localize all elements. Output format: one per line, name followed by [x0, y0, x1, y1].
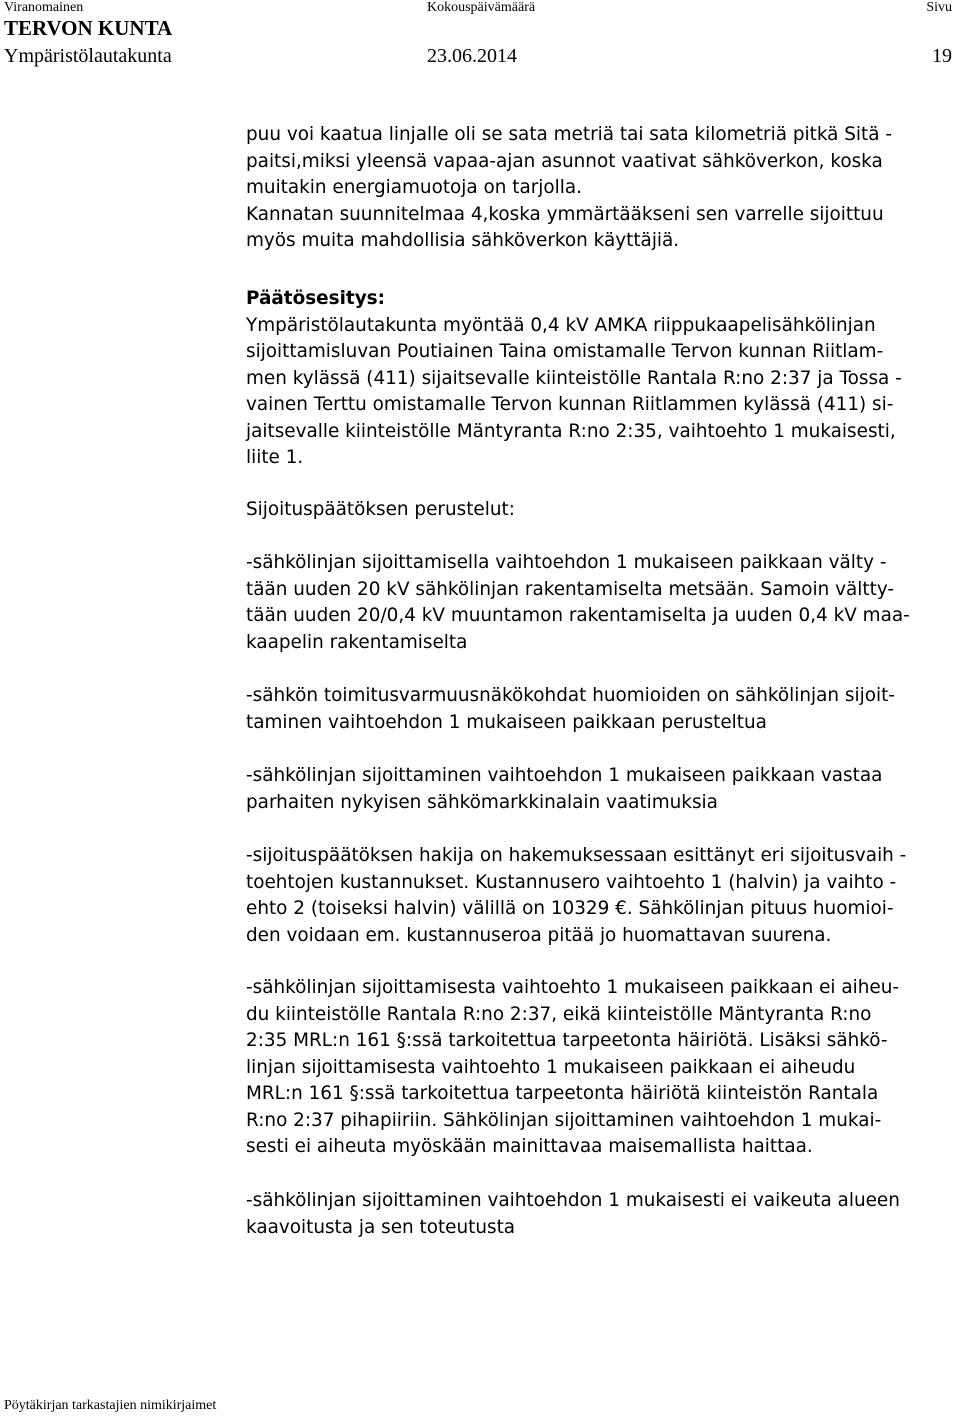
text-line: linjan sijoittamisesta vaihtoehto 1 mukaiseen paikkaan ei aiheudu	[246, 1056, 856, 1078]
text-line: taminen vaihtoehdon 1 mukaiseen paikkaan perusteltua	[246, 711, 767, 733]
grounds-item-6	[246, 1188, 958, 1241]
text-line: tään uuden 20 kV sähkölinjan rakentamiselta metsään. Samoin vältty-	[246, 578, 895, 600]
text-line: myös muita mahdollisia sähköverkon käyttäjiä.	[246, 230, 680, 251]
text-line: den voidaan em. kustannuseroa pitää jo huomattavan suurena.	[246, 924, 832, 946]
text-line: toehtojen kustannukset. Kustannusero vaihtoehto 1 (halvin) ja vaihto -	[246, 871, 897, 893]
intro-paragraph	[246, 122, 958, 255]
text-line: du kiinteistölle Rantala R:no 2:37, eikä kiinteistölle Mäntyranta R:no	[246, 1003, 872, 1025]
text-line: -sähkölinjan sijoittamisesta vaihtoehto 1 mukaiseen paikkaan ei aiheu-	[246, 977, 900, 998]
label-kokouspaivamaara: Kokouspäivämäärä	[427, 0, 536, 15]
label-viranomainen: Viranomainen	[4, 0, 84, 15]
proposal-section	[246, 286, 958, 472]
text-line: -sähkölinjan sijoittaminen vaihtoehdon 1 mukaiseen paikkaan vastaa	[246, 765, 883, 786]
grounds-item-2	[246, 683, 958, 736]
grounds-heading-text: Sijoituspäätöksen perustelut:	[246, 499, 515, 520]
grounds-item-4	[246, 843, 958, 949]
text-line: puu voi kaatua linjalle oli se sata metriä tai sata kilometriä pitkä Sitä -	[246, 124, 893, 145]
text-line: kaavoitusta ja sen toteutusta	[246, 1216, 516, 1238]
text-line: tään uuden 20/0,4 kV muuntamon rakentamiselta ja uuden 0,4 kV maa-	[246, 605, 910, 626]
text-line: vainen Terttu omistamalle Tervon kunnan Riitlammen kylässä (411) si-	[246, 394, 894, 415]
grounds-item-1	[246, 550, 958, 656]
text-line: -sähkön toimitusvarmuusnäkökohdat huomioiden on sähkölinjan sijoit-	[246, 685, 895, 706]
text-line: -sijoituspäätöksen hakija on hakemuksessaan esittänyt eri sijoitusvaih -	[246, 845, 907, 866]
text-line: parhaiten nykyisen sähkömarkkinalain vaatimuksia	[246, 791, 718, 813]
text-line: liite 1.	[246, 447, 304, 468]
grounds-heading	[246, 497, 958, 524]
text-line: -sähkölinjan sijoittamisella vaihtoehdon 1 mukaiseen paikkaan välty -	[246, 552, 887, 573]
text-line: -sähkölinjan sijoittaminen vaihtoehdon 1 mukaisesti ei vaikeuta alueen	[246, 1190, 900, 1211]
meeting-date: 23.06.2014	[427, 45, 517, 67]
board-name: Ympäristölautakunta	[4, 45, 172, 67]
organization-name: TERVON KUNTA	[4, 16, 173, 40]
text-line: sijoittamisluvan Poutiainen Taina omistamalle Tervon kunnan Riitlam-	[246, 341, 884, 362]
text-line: ehto 2 (toiseksi halvin) välillä on 10329 €. Sähkölinjan pituus huomioi-	[246, 898, 894, 919]
label-sivu: Sivu	[926, 0, 952, 15]
text-line: MRL:n 161 §:ssä tarkoitettua tarpeetonta häiriötä kiinteistön Rantala	[246, 1083, 879, 1104]
proposal-heading: Päätösesitys:	[246, 288, 385, 309]
grounds-item-5	[246, 975, 958, 1161]
text-line: jaitsevalle kiinteistölle Mäntyranta R:no 2:35, vaihtoehto 1 mukaisesti,	[246, 420, 896, 442]
footer-signatures-label: Pöytäkirjan tarkastajien nimikirjaimet	[4, 1398, 217, 1413]
text-line: kaapelin rakentamiselta	[246, 631, 468, 653]
text-line: sesti ei aiheuta myöskään mainittavaa maisemallista haittaa.	[246, 1136, 813, 1157]
text-line: paitsi,miksi yleensä vapaa-ajan asunnot vaativat sähköverkon, koska	[246, 150, 883, 172]
text-line: Ympäristölautakunta myöntää 0,4 kV AMKA riippukaapelisähkölinjan	[246, 314, 876, 336]
text-line: muitakin energiamuotoja on tarjolla.	[246, 177, 582, 198]
text-line: R:no 2:37 pihapiiriin. Sähkölinjan sijoittaminen vaihtoehdon 1 mukai-	[246, 1109, 882, 1131]
text-line: 2:35 MRL:n 161 §:ssä tarkoitettua tarpeetonta häiriötä. Lisäksi sähkö-	[246, 1030, 888, 1051]
page-number: 19	[932, 45, 952, 67]
text-line: men kylässä (411) sijaitsevalle kiinteistölle Rantala R:no 2:37 ja Tossa -	[246, 367, 902, 389]
grounds-item-3	[246, 763, 958, 816]
text-line: Kannatan suunnitelmaa 4,koska ymmärtääkseni sen varrelle sijoittuu	[246, 203, 884, 225]
